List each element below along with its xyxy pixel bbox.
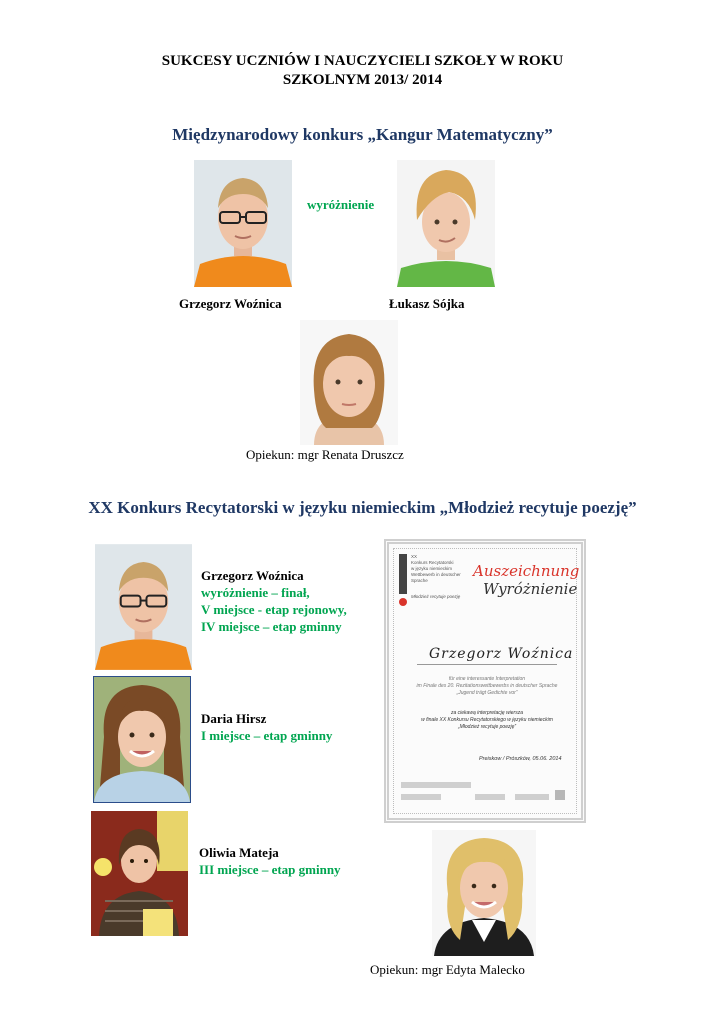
photo-grzegorz-woznica <box>194 160 292 287</box>
student-entry-daria <box>201 710 332 744</box>
cert-signature-line <box>417 664 557 665</box>
student-result: V miejsce - etap rejonowy, <box>201 602 347 617</box>
cert-org-line: w języku niemieckim <box>411 566 453 571</box>
cert-date: Preiskow / Prószków, 05.06. 2014 <box>479 756 562 762</box>
cert-title-pl: Wyróżnienie <box>483 580 578 598</box>
tutor-label-kangur: Opiekun: mgr Renata Druszcz <box>246 447 404 462</box>
cert-motto: Młodzież recytuje poezję <box>411 594 461 599</box>
student-name: Grzegorz Woźnica <box>201 568 304 583</box>
cert-de-line: „Jugend trägt Gedichte vor” <box>456 690 518 696</box>
student-name: Oliwia Mateja <box>199 845 279 860</box>
cert-title-de: Auszeichnung <box>473 562 580 580</box>
student-result: wyróżnienie – finał, <box>201 585 310 600</box>
logo-bar-icon <box>399 554 407 594</box>
section-heading-recital: XX Konkurs Recytatorski w języku niemieckim „Młodzież recytuje poezję” <box>88 498 637 517</box>
section-heading-kangur: Międzynarodowy konkurs „Kangur Matematyczny” <box>172 125 553 144</box>
cert-pl-line: w finale XX Konkursu Recytatorskiego w języku niemieckim <box>421 717 553 723</box>
photo-lukasz-sojka <box>397 160 495 287</box>
page-title-line-1: SUKCESY UCZNIÓW I NAUCZYCIELI SZKOŁY W ROKU <box>161 53 564 69</box>
sponsor-logo <box>475 794 505 800</box>
page-title-line-2: SZKOLNYM 2013/ 2014 <box>282 72 443 88</box>
cert-pl-line: za ciekawą interpretację wiersza <box>451 710 523 716</box>
contest-logo <box>399 554 469 610</box>
photo-daria-hirsz <box>94 677 190 802</box>
certificate-image <box>384 539 586 823</box>
student-name-lukasz: Łukasz Sójka <box>389 296 465 311</box>
coat-of-arms-icon <box>555 790 565 800</box>
cert-org-line: Wettbewerb in deutscher Sprache <box>411 572 461 583</box>
student-result: IV miejsce – etap gminny <box>201 619 342 634</box>
student-entry-grzegorz <box>201 567 347 635</box>
photo-grzegorz-woznica-recital <box>95 544 192 670</box>
sponsor-logo <box>515 794 549 800</box>
award-label: wyróżnienie <box>307 197 375 212</box>
photo-tutor-edyta-malecko <box>432 830 536 956</box>
student-name-grzegorz: Grzegorz Woźnica <box>179 296 282 311</box>
student-result: I miejsce – etap gminny <box>201 728 333 743</box>
page-title <box>0 52 725 90</box>
sponsor-logo <box>401 794 441 800</box>
cert-de-line: im Finale des 20. Rezitationswettbewerbs in deutscher Sprache <box>416 683 558 689</box>
logo-dot-icon <box>399 598 407 606</box>
student-name: Daria Hirsz <box>201 711 267 726</box>
tutor-label-recital: Opiekun: mgr Edyta Malecko <box>370 962 525 977</box>
cert-org-line: Konkurs Recytatorski <box>411 560 454 565</box>
cert-pl-line: „Młodzież recytuje poezję” <box>457 724 517 730</box>
cert-de-line: für eine interessante Interpretation <box>448 676 526 682</box>
photo-tutor-renata-druszcz <box>300 320 398 445</box>
photo-oliwia-mateja <box>91 811 188 936</box>
student-result: III miejsce – etap gminny <box>199 862 341 877</box>
sponsor-logo <box>401 782 471 788</box>
cert-recipient-signature: Grzegorz Woźnica <box>429 646 574 662</box>
cert-org-line: XX <box>411 554 418 559</box>
student-entry-oliwia <box>199 844 341 878</box>
